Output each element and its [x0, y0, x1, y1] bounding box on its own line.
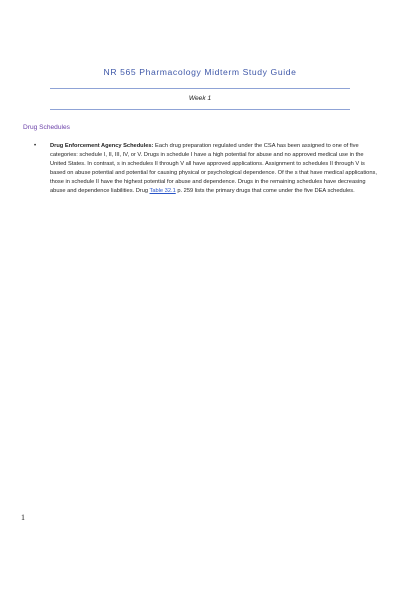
- list-item-text: Each drug preparation regulated under the CSA has been assigned to one of five categories: schedule I, II, III, IV, or V. Drugs in schedule I have a high potential for abuse and no approved medical use in the United States. In contrast, s in schedules II through V all have approved applications. Assignment to schedules II through V is based on abuse potential and potential for causing physical or psychological dependence. Of the s that have medical applications, those in schedule II have the highest potential for abuse and dependence. Drugs in the remaining schedules have decreasing abuse and dependence liabilities. Drug: [50, 143, 377, 194]
- week-label: Week 1: [188, 95, 212, 102]
- list-item-text-end: p. 259 lists the primary drugs that come under the five DEA schedules.: [175, 187, 355, 194]
- title-divider-bottom: [50, 109, 350, 110]
- bullet-list: [34, 142, 380, 195]
- bullet-icon: •: [34, 143, 37, 149]
- document-title: NR 565 Pharmacology Midterm Study Guide: [103, 67, 297, 77]
- section-heading: Drug Schedules: [23, 124, 70, 131]
- list-item-term: Drug Enforcement Agency Schedules:: [50, 143, 154, 149]
- list-item: [34, 142, 380, 195]
- title-divider-top: [50, 88, 350, 89]
- page-number: 1: [21, 513, 25, 522]
- table-reference-link[interactable]: Table 32.1: [149, 187, 176, 194]
